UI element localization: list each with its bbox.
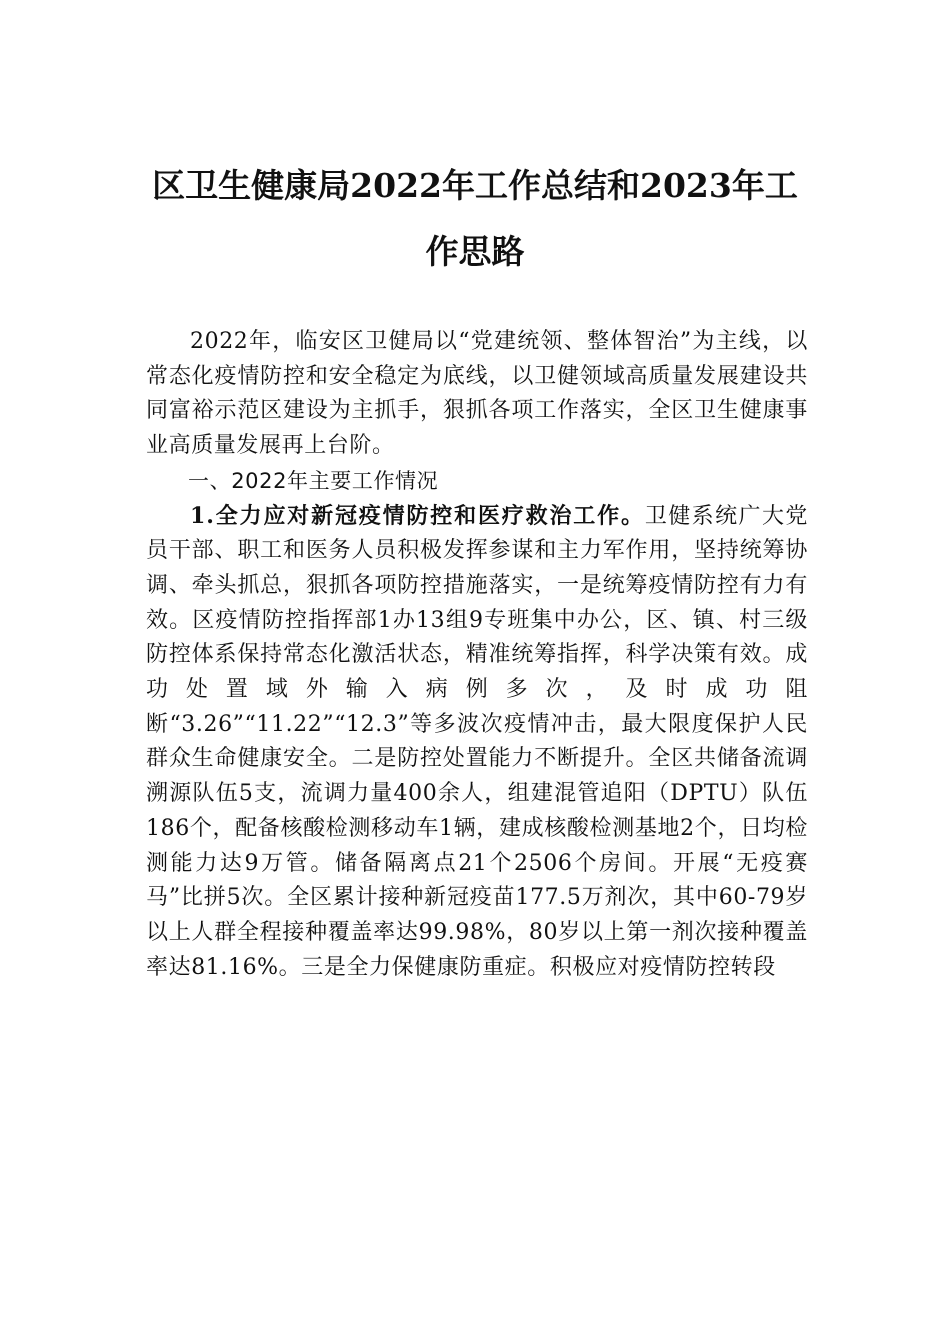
intro-paragraph: 2022年，临安区卫健局以“党建统领、整体智治”为主线，以常态化疫情防控和安全稳定为底线，以卫健领域高质量发展建设共同富裕示范区建设为主抓手，狠抓各项工作落实，全区卫生健康事业高质量发展再上台阶。: [146, 329, 808, 459]
section-heading: 一、2022年主要工作情况: [188, 468, 439, 493]
item-lead: 1.全力应对新冠疫情防控和医疗救治工作。: [190, 502, 645, 529]
item-paragraph: [146, 499, 808, 986]
item-text: 卫健系统广大党员干部、职工和医务人员积极发挥参谋和主力军作用，坚持统筹协调、牵头抓总，狠抓各项防控措施落实，一是统筹疫情防控有力有效。区疫情防控指挥部1办13组9专班集中办公，区、镇、村三级防控体系保持常态化激活状态，精准统筹指挥，科学决策有效。成功处置域外输入病例多次，及时成功阻断“3.26”“11.22”“12.3”等多波次疫情冲击，最大限度保护人民群众生命健康安全。二是防控处置能力不断提升。全区共储备流调溯源队伍5支，流调力量400余人，组建混管追阳（DPTU）队伍186个，配备核酸检测移动车1辆，建成核酸检测基地2个，日均检测能力达9万管。储备隔离点21个2506个房间。开展“无疫赛马”比拼5次。全区累计接种新冠疫苗177.5万剂次，其中60-79岁以上人群全程接种覆盖率达99.98%，80岁以上第一剂次接种覆盖率达81.16%。三是全力保健康防重症。积极应对疫情防控转段: [146, 503, 809, 980]
document-title: 区卫生健康局2022年工作总结和2023年工作思路: [152, 166, 798, 271]
document-body: [146, 325, 808, 985]
